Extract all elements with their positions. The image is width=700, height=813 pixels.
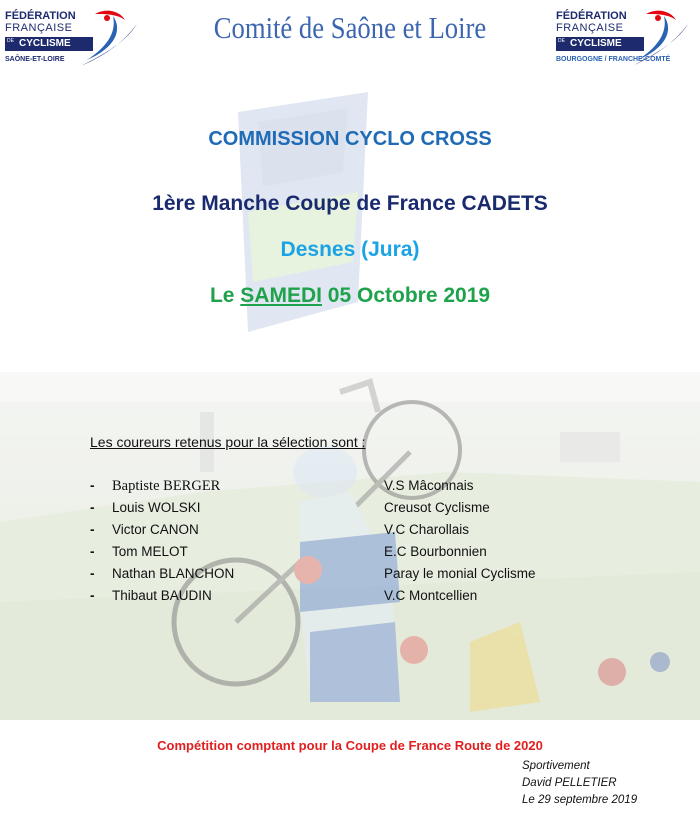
event-date (0, 284, 700, 308)
rider-club: V.C Montcellien (384, 588, 478, 603)
logo-line-federation: FÉDÉRATION (556, 10, 627, 22)
bullet-dash: - (90, 522, 95, 537)
rider-club: V.C Charollais (384, 522, 470, 537)
bullet-dash: - (90, 566, 95, 581)
bullet-dash: - (90, 588, 95, 603)
signature-block (522, 758, 637, 809)
ffc-logo-bourgogne-franche-comte (556, 6, 692, 72)
signature-date: Le 29 septembre 2019 (522, 794, 638, 806)
rider-name: Louis WOLSKI (112, 500, 201, 515)
rider-name: Victor CANON (112, 522, 199, 537)
bullet-dash: - (90, 544, 95, 559)
logo-line-francaise: FRANÇAISE (556, 22, 624, 34)
list-item (90, 478, 650, 500)
list-item (90, 500, 650, 522)
ffc-logo-saone-et-loire (5, 6, 141, 72)
competition-note: Compétition comptant pour la Coupe de France Route de 2020 (157, 738, 543, 753)
commission-title: COMMISSION CYCLO CROSS (208, 128, 492, 150)
logo-region: SAÔNE-ET-LOIRE (5, 56, 65, 63)
rider-club: Paray le monial Cyclisme (384, 566, 536, 581)
ffc-swoosh-icon (628, 6, 692, 68)
logo-band-de: DE (558, 38, 565, 44)
signature-name: David PELLETIER (522, 777, 617, 789)
rider-club: E.C Bourbonnien (384, 544, 487, 559)
riders-list (90, 478, 650, 610)
event-name: 1ère Manche Coupe de France CADETS (152, 192, 548, 215)
logo-band-de: DE (7, 38, 14, 44)
selection-intro: Les coureurs retenus pour la sélection sont : (90, 434, 366, 450)
rider-name: Thibaut BAUDIN (112, 588, 212, 603)
date-rest: 05 Octobre 2019 (321, 284, 491, 307)
event-location: Desnes (Jura) (280, 238, 420, 261)
rider-name: Nathan BLANCHON (112, 566, 235, 581)
logo-line-federation: FÉDÉRATION (5, 10, 76, 22)
signature-greeting: Sportivement (522, 760, 590, 772)
rider-club: Creusot Cyclisme (384, 500, 490, 515)
date-day: SAMEDI (240, 284, 322, 307)
date-prefix: Le (209, 284, 241, 307)
rider-club: V.S Mâconnais (384, 478, 474, 493)
rider-name: Tom MELOT (112, 544, 188, 559)
ffc-swoosh-icon (77, 6, 141, 68)
rider-name: Baptiste BERGER (112, 478, 221, 494)
logo-region: BOURGOGNE / FRANCHE-COMTÉ (556, 56, 671, 63)
bullet-dash: - (90, 500, 95, 515)
header-title: Comité de Saône et Loire (213, 10, 487, 45)
list-item (90, 566, 650, 588)
list-item (90, 544, 650, 566)
list-item (90, 522, 650, 544)
logo-band-cyclisme: CYCLISME (570, 38, 622, 49)
bullet-dash: - (90, 478, 95, 493)
logo-band-cyclisme: CYCLISME (19, 38, 71, 49)
logo-line-francaise: FRANÇAISE (5, 22, 73, 34)
list-item (90, 588, 650, 610)
